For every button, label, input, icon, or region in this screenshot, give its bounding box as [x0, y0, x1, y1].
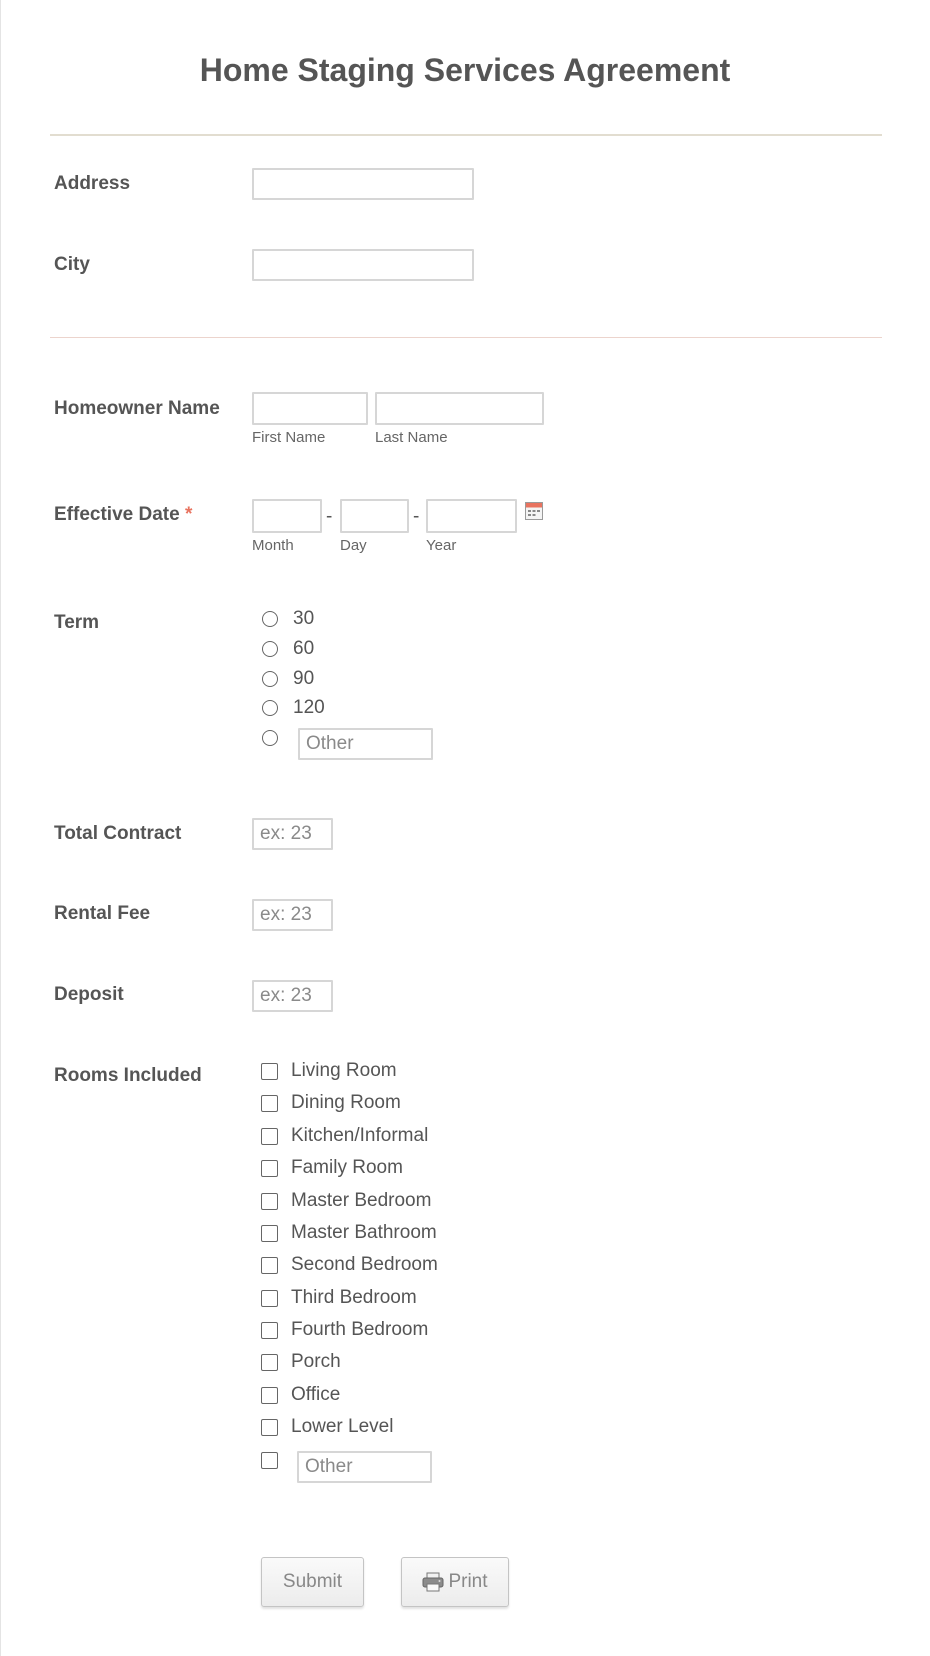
room-checkbox-dining-room[interactable] — [261, 1095, 278, 1112]
month-sublabel: Month — [252, 537, 294, 554]
print-button-label: Print — [448, 1571, 488, 1592]
city-input[interactable] — [252, 249, 474, 281]
room-checkbox-living-room[interactable] — [261, 1063, 278, 1080]
term-option-label: 60 — [293, 638, 315, 659]
deposit-label: Deposit — [54, 984, 124, 1005]
printer-icon — [422, 1572, 444, 1592]
date-separator: - — [326, 506, 333, 527]
term-option-label: 30 — [293, 608, 315, 629]
first-name-sublabel: First Name — [252, 429, 326, 446]
room-checkbox-family-room[interactable] — [261, 1160, 278, 1177]
term-radio-60[interactable] — [262, 641, 278, 657]
room-checkbox-other[interactable] — [261, 1452, 278, 1469]
term-radio-other[interactable] — [262, 730, 278, 746]
room-option-label: Office — [291, 1384, 341, 1405]
city-label: City — [54, 254, 90, 275]
rental-fee-input[interactable] — [252, 899, 333, 931]
total-contract-label: Total Contract — [54, 823, 182, 844]
room-option-label: Master Bedroom — [291, 1190, 432, 1211]
month-input[interactable] — [252, 499, 322, 533]
required-marker: * — [184, 504, 193, 525]
room-checkbox-third-bedroom[interactable] — [261, 1290, 278, 1307]
room-checkbox-fourth-bedroom[interactable] — [261, 1322, 278, 1339]
date-separator: - — [413, 506, 420, 527]
room-checkbox-kitchen-informal[interactable] — [261, 1128, 278, 1145]
term-option-label: 90 — [293, 668, 315, 689]
form-title: Home Staging Services Agreement — [199, 52, 731, 88]
room-checkbox-master-bathroom[interactable] — [261, 1225, 278, 1242]
effective-date-label — [54, 504, 192, 526]
homeowner-name-label: Homeowner Name — [54, 398, 220, 419]
total-contract-input[interactable] — [252, 818, 333, 850]
term-other-input[interactable] — [298, 728, 433, 760]
room-option-label: Lower Level — [291, 1416, 394, 1437]
last-name-input[interactable] — [375, 392, 544, 425]
address-label: Address — [54, 173, 131, 194]
calendar-icon[interactable] — [525, 502, 543, 520]
room-checkbox-master-bedroom[interactable] — [261, 1193, 278, 1210]
room-option-label: Living Room — [291, 1060, 397, 1081]
year-input[interactable] — [426, 499, 517, 533]
section-divider — [50, 337, 882, 338]
effective-date-label-text: Effective Date — [54, 504, 180, 525]
year-sublabel: Year — [426, 537, 457, 554]
room-option-label: Porch — [291, 1351, 341, 1372]
room-option-label: Second Bedroom — [291, 1254, 438, 1275]
term-radio-90[interactable] — [262, 671, 278, 687]
term-radio-30[interactable] — [262, 611, 278, 627]
room-checkbox-porch[interactable] — [261, 1354, 278, 1371]
room-checkbox-second-bedroom[interactable] — [261, 1257, 278, 1274]
rooms-other-input[interactable] — [297, 1451, 432, 1483]
term-radio-120[interactable] — [262, 700, 278, 716]
room-option-label: Family Room — [291, 1157, 403, 1178]
day-sublabel: Day — [340, 537, 367, 554]
term-option-label: 120 — [293, 697, 325, 718]
room-option-label: Master Bathroom — [291, 1222, 437, 1243]
day-input[interactable] — [340, 499, 409, 533]
term-label: Term — [54, 612, 100, 633]
first-name-input[interactable] — [252, 392, 368, 425]
deposit-input[interactable] — [252, 980, 333, 1012]
room-option-label: Kitchen/Informal — [291, 1125, 429, 1146]
title-divider — [50, 134, 882, 136]
last-name-sublabel: Last Name — [375, 429, 448, 446]
page-edge — [0, 0, 1, 1656]
room-checkbox-lower-level[interactable] — [261, 1419, 278, 1436]
room-option-label: Third Bedroom — [291, 1287, 417, 1308]
room-option-label: Fourth Bedroom — [291, 1319, 429, 1340]
rooms-included-label: Rooms Included — [54, 1065, 202, 1086]
room-checkbox-office[interactable] — [261, 1387, 278, 1404]
rental-fee-label: Rental Fee — [54, 903, 151, 924]
address-input[interactable] — [252, 168, 474, 200]
submit-button[interactable]: Submit — [261, 1557, 364, 1607]
print-button[interactable] — [401, 1557, 509, 1607]
room-option-label: Dining Room — [291, 1092, 401, 1113]
